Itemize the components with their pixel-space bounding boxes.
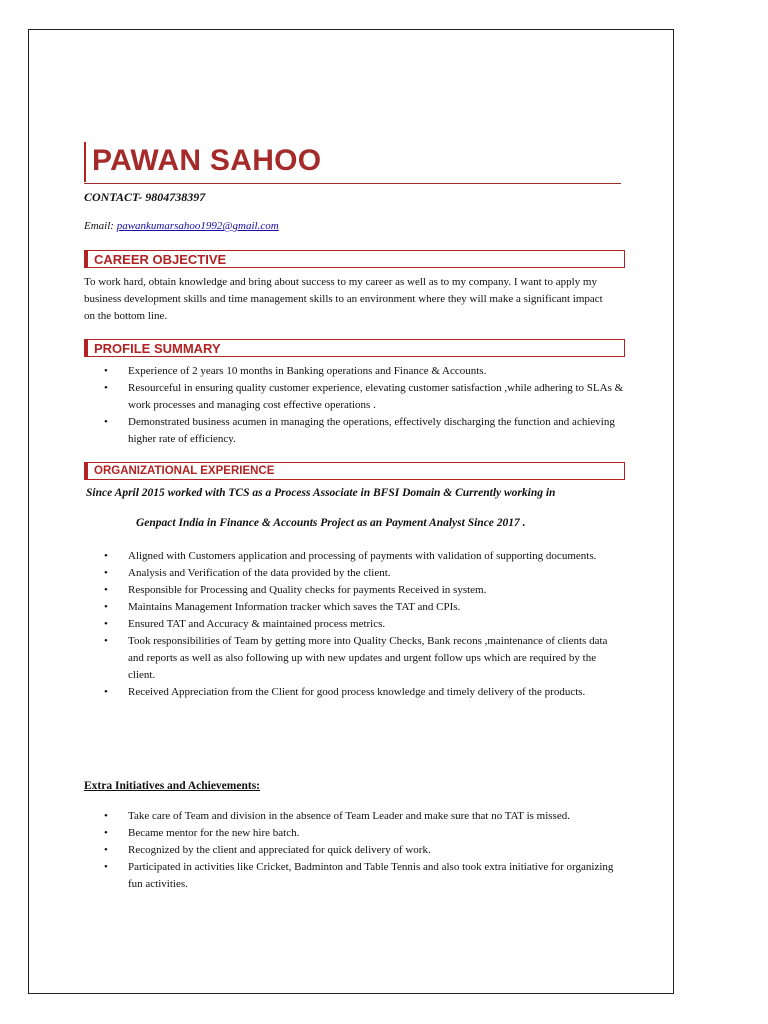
section-title: CAREER OBJECTIVE [94,252,227,267]
name-underline [84,183,621,184]
org-experience-line-2: Genpact India in Finance & Accounts Project as an Payment Analyst Since 2017 . [136,517,526,529]
section-title: ORGANIZATIONAL EXPERIENCE [94,465,275,477]
list-item: • Resourceful in ensuring quality customer experience, elevating customer satisfaction ,while adhering to SLAs & work processes and managing cost effective operations . [84,380,624,414]
profile-summary-list [84,363,624,448]
list-item: • Took responsibilities of Team by getting more into Quality Checks, Bank recons ,maintenance of clients data and reports as well as also following up with new updates and urgent follow ups which are required by the client. [84,633,624,684]
list-item: • Recognized by the client and appreciated for quick delivery of work. [84,842,624,859]
contact-number: CONTACT- 9804738397 [84,190,206,204]
list-item: • Ensured TAT and Accuracy & maintained process metrics. [84,616,624,633]
list-item: • Responsible for Processing and Quality checks for payments Received in system. [84,582,624,599]
section-accent-bar [85,462,88,480]
section-accent-bar [85,339,88,357]
email-line [84,220,279,232]
list-item: • Analysis and Verification of the data provided by the client. [84,565,624,582]
email-label: Email: [84,220,117,232]
list-item: • Aligned with Customers application and processing of payments with validation of supporting documents. [84,548,624,565]
section-organizational-experience [84,462,625,480]
section-title: PROFILE SUMMARY [94,341,221,356]
candidate-name: PAWAN SAHOO [92,144,322,177]
list-item: • Demonstrated business acumen in managing the operations, effectively discharging the function and achieving higher rate of efficiency. [84,414,624,448]
section-career-objective [84,250,625,268]
extra-initiatives-heading: Extra Initiatives and Achievements: [84,780,261,792]
org-experience-list [84,548,624,701]
list-item: • Received Appreciation from the Client for good process knowledge and timely delivery of the products. [84,684,624,701]
extra-initiatives-list [84,808,624,893]
list-item: • Maintains Management Information tracker which saves the TAT and CPIs. [84,599,624,616]
list-item: • Take care of Team and division in the absence of Team Leader and make sure that no TAT is missed. [84,808,624,825]
career-objective-text: To work hard, obtain knowledge and bring about success to my career as well as to my company. I want to apply my business development skills and time management skills to an environment where they will make a significant impact on the bottom line. [84,276,603,322]
list-item: • Participated in activities like Cricket, Badminton and Table Tennis and also took extra initiative for organizing fun activities. [84,859,624,893]
section-accent-bar [85,250,88,268]
org-experience-line-1: Since April 2015 worked with TCS as a Process Associate in BFSI Domain & Currently working in [86,487,556,499]
section-profile-summary [84,339,625,357]
list-item: • Experience of 2 years 10 months in Banking operations and Finance & Accounts. [84,363,624,380]
name-accent-bar [84,142,86,182]
email-link[interactable]: pawankumarsahoo1992@gmail.com [116,220,279,232]
list-item: • Became mentor for the new hire batch. [84,825,624,842]
